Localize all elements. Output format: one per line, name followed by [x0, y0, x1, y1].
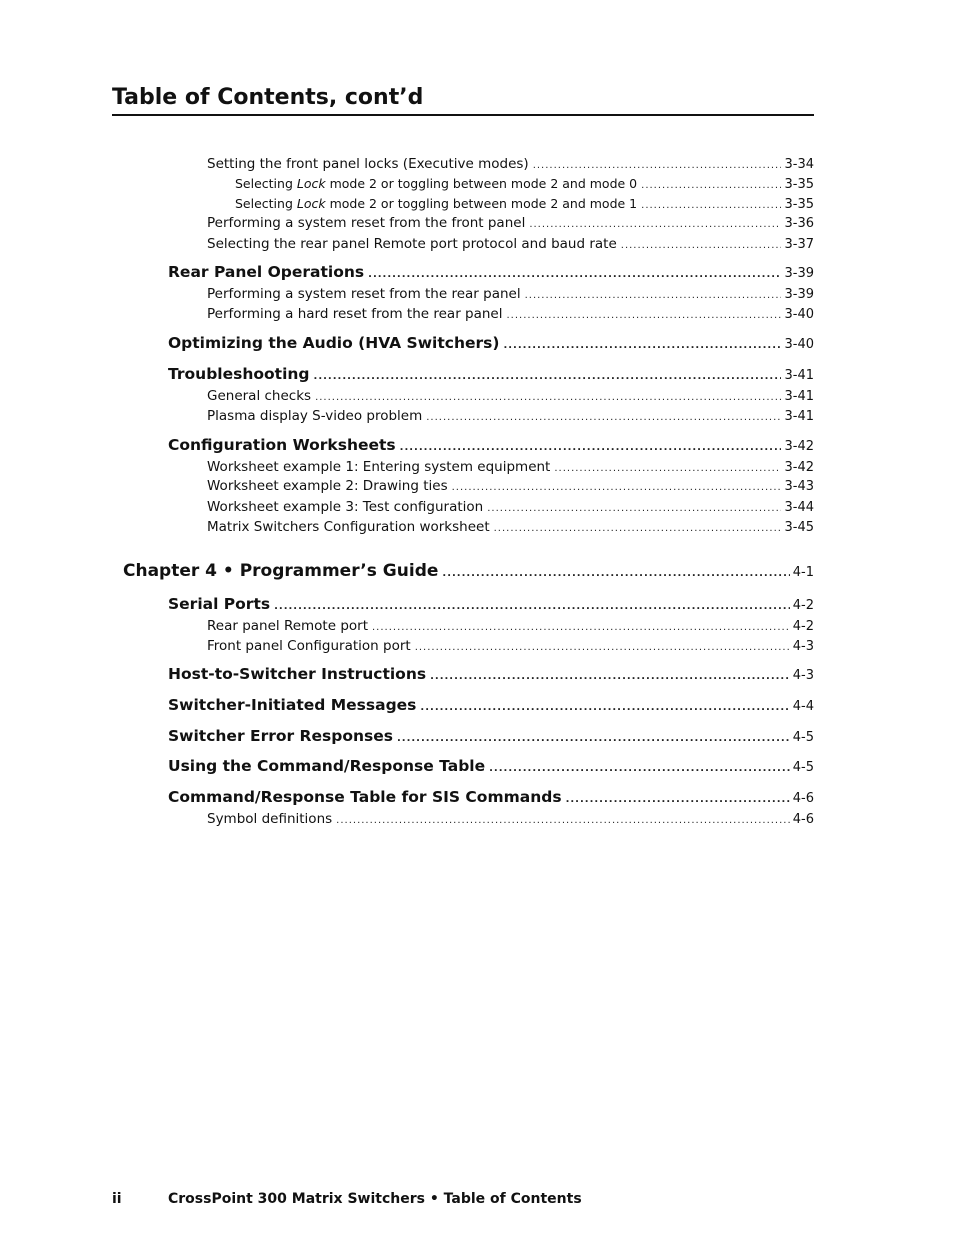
toc-entry-title: Configuration Worksheets: [168, 436, 396, 454]
toc-entry-title: [235, 175, 637, 193]
toc-entry[interactable]: [207, 477, 814, 497]
toc-entry[interactable]: [168, 334, 814, 355]
toc-entry-title: Command/Response Table for SIS Commands: [168, 788, 562, 806]
toc-entry-title: Optimizing the Audio (HVA Switchers): [168, 334, 500, 352]
dot-leader: [372, 619, 790, 637]
toc-entry[interactable]: [168, 365, 814, 386]
toc-entry[interactable]: [207, 155, 814, 175]
toc-entry-page-number: 4-2: [792, 598, 814, 613]
dot-leader: [426, 409, 781, 427]
toc-entry[interactable]: [207, 387, 814, 407]
toc-entry[interactable]: [123, 562, 814, 583]
dot-leader: [274, 598, 790, 616]
toc-entry[interactable]: [235, 195, 814, 215]
toc-entry-title-part: mode 2 or toggling between mode 2 and mode 1: [325, 196, 638, 211]
toc-entry[interactable]: [207, 637, 814, 657]
dot-leader: [452, 479, 782, 497]
dot-leader: [489, 760, 790, 778]
toc-entry-page-number: 3-43: [784, 479, 814, 494]
toc-entry-title: Using the Command/Response Table: [168, 757, 486, 775]
toc-entry-page-number: 3-44: [784, 500, 814, 515]
toc-entry[interactable]: [207, 617, 814, 637]
toc-entry[interactable]: [207, 810, 814, 830]
toc-entry-page-number: 4-1: [792, 565, 814, 580]
dot-leader: [554, 460, 781, 478]
toc-entry-page-number: 3-35: [784, 177, 814, 192]
toc-entry-page-number: 3-39: [784, 287, 814, 302]
toc-entry-title: Performing a hard reset from the rear panel: [207, 306, 503, 322]
toc-entry[interactable]: [207, 235, 814, 255]
dot-leader: [529, 216, 781, 234]
toc-entry-page-number: 3-42: [784, 460, 814, 475]
toc-entry-page-number: 3-41: [784, 409, 814, 424]
toc-entry-page-number: 3-35: [784, 197, 814, 212]
toc-entry-page-number: 3-40: [784, 337, 814, 352]
toc-entry-title: Selecting the rear panel Remote port protocol and baud rate: [207, 236, 617, 252]
dot-leader: [315, 389, 781, 407]
page-title: Table of Contents, cont’d: [112, 83, 814, 116]
toc-entry[interactable]: [207, 214, 814, 234]
dot-leader: [336, 812, 790, 830]
toc-entry-page-number: 3-40: [784, 307, 814, 322]
dot-leader: [420, 699, 789, 717]
toc-entry-page-number: 3-41: [784, 389, 814, 404]
dot-leader: [641, 197, 781, 215]
dot-leader: [487, 500, 781, 518]
dot-leader: [400, 439, 782, 457]
toc-entry-page-number: 3-41: [784, 368, 814, 383]
toc-entry[interactable]: [168, 788, 814, 809]
dot-leader: [525, 287, 782, 305]
toc-entry-title: [235, 195, 637, 213]
dot-leader: [430, 668, 790, 686]
toc-entry-title: Plasma display S-video problem: [207, 408, 423, 424]
toc-entry-title: Worksheet example 2: Drawing ties: [207, 478, 448, 494]
toc-entry-page-number: 4-5: [792, 730, 814, 745]
toc-entry[interactable]: [207, 305, 814, 325]
toc-entry[interactable]: [207, 518, 814, 538]
toc-entry[interactable]: [168, 665, 814, 686]
toc-entry-page-number: 4-3: [792, 668, 814, 683]
toc-entry-title-emphasis: Lock: [296, 196, 326, 211]
dot-leader: [533, 157, 782, 175]
toc-entry[interactable]: [168, 595, 814, 616]
toc-entry[interactable]: [207, 285, 814, 305]
toc-entry[interactable]: [207, 407, 814, 427]
dot-leader: [641, 177, 781, 195]
dot-leader: [494, 520, 782, 538]
toc-entry[interactable]: [168, 436, 814, 457]
toc-entry[interactable]: [235, 175, 814, 195]
toc-entry-title: Setting the front panel locks (Executive modes): [207, 156, 529, 172]
dot-leader: [566, 791, 790, 809]
dot-leader: [442, 565, 789, 583]
toc-entry-page-number: 4-6: [792, 791, 814, 806]
dot-leader: [368, 266, 781, 284]
toc-entry-page-number: 4-2: [792, 619, 814, 634]
toc-entry[interactable]: [168, 263, 814, 284]
toc-entry-page-number: 4-5: [792, 760, 814, 775]
footer-document-title: CrossPoint 300 Matrix Switchers • Table of Contents: [168, 1191, 582, 1207]
toc-entry[interactable]: [168, 727, 814, 748]
toc-entry-title-part: Selecting: [235, 176, 297, 191]
toc-entry-page-number: 4-3: [792, 639, 814, 654]
dot-leader: [503, 337, 781, 355]
dot-leader: [314, 368, 782, 386]
dot-leader: [415, 639, 790, 657]
toc-entry-title: Matrix Switchers Configuration worksheet: [207, 519, 490, 535]
toc-entry-title: Chapter 4 • Programmer’s Guide: [123, 562, 439, 581]
toc-entry-title-part: mode 2 or toggling between mode 2 and mode 0: [325, 176, 638, 191]
toc-entry-title: Worksheet example 1: Entering system equipment: [207, 459, 551, 475]
footer-page-number: ii: [112, 1191, 122, 1207]
dot-leader: [397, 730, 790, 748]
toc-entry-page-number: 3-39: [784, 266, 814, 281]
toc-entry-page-number: 4-4: [792, 699, 814, 714]
toc-entry-page-number: 4-6: [792, 812, 814, 827]
toc-entry[interactable]: [207, 498, 814, 518]
toc-entry-page-number: 3-45: [784, 520, 814, 535]
toc-entry-title: Rear panel Remote port: [207, 618, 368, 634]
toc-entry[interactable]: [207, 458, 814, 478]
dot-leader: [507, 307, 782, 325]
toc-entry-title-emphasis: Lock: [296, 176, 326, 191]
toc-entry-title: Performing a system reset from the rear panel: [207, 286, 521, 302]
toc-entry-title: Worksheet example 3: Test configuration: [207, 499, 484, 515]
toc-entry[interactable]: [168, 696, 814, 717]
toc-entry-title: Host-to-Switcher Instructions: [168, 665, 427, 683]
toc-entry-title: Troubleshooting: [168, 365, 310, 383]
toc-entry-title: Serial Ports: [168, 595, 271, 613]
toc-entry-page-number: 3-37: [784, 237, 814, 252]
toc-entry-page-number: 3-34: [784, 157, 814, 172]
toc-entry-title: Rear Panel Operations: [168, 263, 365, 281]
toc-entry-page-number: 3-42: [784, 439, 814, 454]
toc-entry[interactable]: [168, 757, 814, 778]
toc-entry-title: Switcher-Initiated Messages: [168, 696, 417, 714]
toc-entry-page-number: 3-36: [784, 216, 814, 231]
dot-leader: [621, 237, 782, 255]
toc-entry-title: General checks: [207, 388, 312, 404]
toc-entry-title: Switcher Error Responses: [168, 727, 393, 745]
toc-entry-title: Front panel Configuration port: [207, 638, 411, 654]
toc-entry-title-part: Selecting: [235, 196, 297, 211]
page-footer: [112, 1189, 582, 1209]
toc-entry-title: Symbol definitions: [207, 811, 333, 827]
toc-entry-title: Performing a system reset from the front panel: [207, 215, 526, 231]
